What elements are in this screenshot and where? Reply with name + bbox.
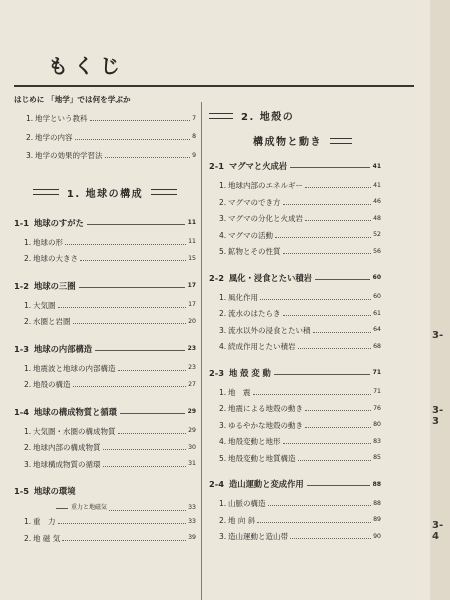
intro-list <box>14 115 196 160</box>
section-heading[interactable]: 2-3 地 殻 変 動 71 <box>209 367 381 378</box>
list-item[interactable]: 1. 地学という教科 7 <box>26 114 196 123</box>
list-item[interactable]: 4. 続成作用とたい積岩 68 <box>219 342 381 351</box>
list-item[interactable]: 3. 地球構成物質の循環 31 <box>24 459 196 469</box>
list-item[interactable]: 4. マグマの活動 52 <box>219 230 381 240</box>
list-item[interactable]: 2. 地学の内容 8 <box>26 132 196 142</box>
list-item[interactable]: 2. 流水のはたらき 61 <box>219 309 381 318</box>
section-heading[interactable]: 2-4 造山運動と変成作用 88 <box>209 479 381 489</box>
list-item[interactable]: 1. 重 力 33 <box>24 517 196 527</box>
list-item[interactable]: 1. 山脈の構造 88 <box>219 499 381 508</box>
section-heading[interactable]: 1-5 地球の環境 <box>14 486 76 496</box>
list-item[interactable]: 1. 大気圏 17 <box>24 300 196 310</box>
section-heading[interactable]: 1-3 地球の内部構造 23 <box>14 343 196 354</box>
right-column <box>209 94 381 541</box>
section-heading[interactable]: 2-2 風化・浸食とたい積岩 60 <box>209 272 381 283</box>
section-note[interactable]: 重力と地磁気 33 <box>14 505 196 511</box>
chapter2-heading-line1: 2. 地殻の <box>209 108 381 123</box>
list-item[interactable]: 1. 地 震 71 <box>219 387 381 397</box>
adjacent-page-edge <box>430 0 450 600</box>
section-heading[interactable]: 1-1 地球のすがた 11 <box>14 217 196 228</box>
list-item[interactable]: 2. 地震による地殻の動き 76 <box>219 404 381 413</box>
list-item[interactable]: 3. ゆるやかな地殻の動き 80 <box>219 420 381 430</box>
intro-heading: はじめに 「地学」では何を学ぶか <box>14 95 131 104</box>
list-item[interactable]: 2. 地 磁 気 39 <box>24 533 196 543</box>
page-title: もくじ <box>48 54 126 78</box>
list-item[interactable]: 2. 地 向 斜 89 <box>219 515 381 525</box>
list-item[interactable]: 3. 流水以外の浸食とたい積 64 <box>219 325 381 335</box>
list-item[interactable]: 5. 地殻変動と地質構造 85 <box>219 453 381 463</box>
section-heading[interactable]: 2-1 マグマと火成岩 41 <box>209 161 381 171</box>
list-item[interactable]: 3. マグマの分化と火成岩 48 <box>219 214 381 223</box>
list-item[interactable]: 1. 大気圏・水圏の構成物質 29 <box>24 426 196 436</box>
list-item[interactable]: 3. 地学の効果的学習法 9 <box>26 151 196 160</box>
list-item[interactable]: 2. 地球の大きさ 15 <box>24 254 196 263</box>
list-item[interactable]: 1. 地球内部のエネルギー 41 <box>219 181 381 190</box>
page-mark: 3-3 <box>432 405 444 427</box>
list-item[interactable]: 5. 鉱物とその性質 56 <box>219 247 381 256</box>
list-item[interactable]: 1. 風化作用 60 <box>219 292 381 302</box>
chapter2-heading-line2: 構成物と動き <box>209 133 381 148</box>
list-item[interactable]: 1. 地球の形 11 <box>24 237 196 247</box>
chapter1-heading: 1. 地球の構成 <box>14 185 196 200</box>
list-item[interactable]: 3. 造山運動と造山帯 90 <box>219 532 381 541</box>
list-item[interactable]: 2. 地球内部の構成物質 30 <box>24 443 196 452</box>
list-item[interactable]: 2. マグマのでき方 46 <box>219 197 381 207</box>
section-heading[interactable]: 1-2 地球の三圏 17 <box>14 280 196 291</box>
list-item[interactable]: 4. 地殻変動と地形 83 <box>219 437 381 446</box>
section-heading[interactable]: 1-4 地球の構成物質と循環 29 <box>14 406 196 417</box>
page-mark: 3- <box>432 330 444 341</box>
left-column <box>14 94 196 542</box>
list-item[interactable]: 2. 地殻の構造 27 <box>24 380 196 389</box>
title-rule <box>14 85 414 87</box>
list-item[interactable]: 1. 地震波と地球の内部構造 23 <box>24 363 196 373</box>
column-divider <box>201 102 202 600</box>
page-mark: 3-4 <box>432 520 444 542</box>
list-item[interactable]: 2. 水圏と岩圏 20 <box>24 317 196 326</box>
